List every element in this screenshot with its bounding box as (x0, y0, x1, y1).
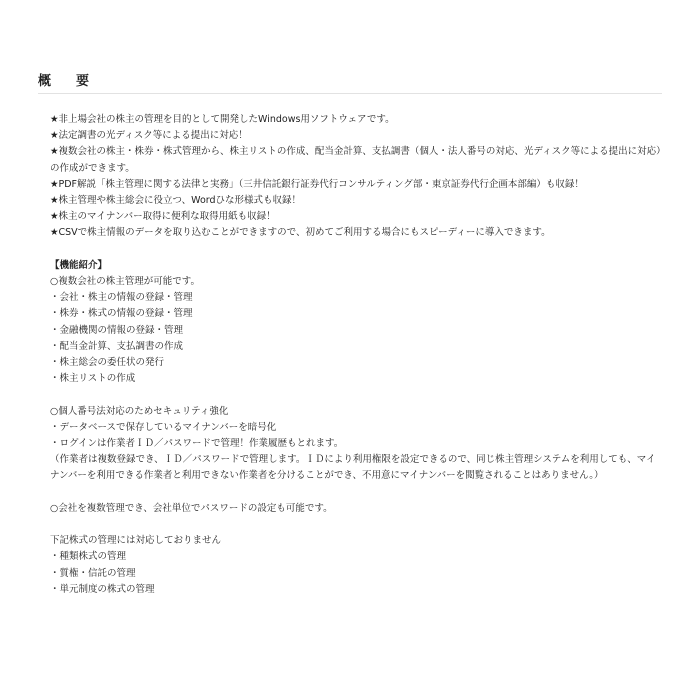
unsupported-lead: 下記株式の管理には対応しておりません (50, 535, 222, 547)
intro-line: ★複数会社の株主・株券・株式管理から、株主リストの作成、配当金計算、支払調書（個人・法人番号の対応、光ディスク等による提出に対応）の作成ができます。 (50, 146, 661, 174)
overview-heading: 概 要 (38, 74, 96, 89)
feature-item: ・ログインは作業者ＩＤ／パスワードで管理！作業履歴もとれます。 (50, 438, 344, 450)
feature-item: ・金融機関の情報の登録・管理 (50, 324, 184, 336)
spacer (50, 387, 664, 403)
intro-line: ★法定調書の光ディスク等による提出に対応！ (50, 130, 248, 142)
unsupported-item: ・質権・信託の管理 (50, 567, 136, 579)
intro-line: ★CSVで株主情報のデータを取り込むことができますので、初めてご利用する場合にもスピーディーに導入できます。 (50, 227, 551, 239)
security-note: （作業者は複数登録でき、ＩＤ／パスワードで管理します。ＩＤにより利用権限を設定できるので、同じ株主管理システムを利用しても、マイナンバーを利用できる作業者と利用できない作業者を分けることができ、不用意にマイナンバーを閲覧されることはありません。） (50, 454, 656, 482)
intro-line: ★株主のマイナンバー取得に便利な取得用紙も収録！ (50, 211, 276, 223)
feature-lead: ○会社を複数管理でき、会社単位でパスワードの設定も可能です。 (50, 502, 333, 514)
overview-content (50, 112, 664, 598)
spacer (50, 517, 664, 533)
unsupported-item: ・単元制度の株式の管理 (50, 583, 155, 595)
feature-item: ・データベースで保存しているマイナンバーを暗号化 (50, 421, 277, 433)
spacer (50, 242, 664, 258)
heading-divider (38, 93, 662, 94)
features-title: 【機能紹介】 (50, 259, 108, 271)
spacer (50, 485, 664, 501)
feature-item: ・会社・株主の情報の登録・管理 (50, 292, 193, 304)
feature-item: ・配当金計算、支払調書の作成 (50, 340, 184, 352)
unsupported-item: ・種類株式の管理 (50, 551, 127, 563)
feature-lead: ○個人番号法対応のためセキュリティ強化 (50, 405, 229, 417)
intro-line: ★非上場会社の株主の管理を目的として開発したWindows用ソフトウェアです。 (50, 114, 395, 125)
feature-item: ・株主リストの作成 (50, 373, 136, 385)
intro-line: ★株主管理や株主総会に役立つ、Wordひな形様式も収録！ (50, 195, 302, 207)
feature-lead: ○複数会社の株主管理が可能です。 (50, 276, 201, 288)
feature-item: ・株券・株式の情報の登録・管理 (50, 308, 193, 320)
intro-line: ★PDF解説「株主管理に関する法律と実務」（三井信託銀行証券代行コンサルティング部・東京証券代行企画本部編）も収録！ (50, 178, 584, 190)
feature-item: ・株主総会の委任状の発行 (50, 357, 165, 369)
